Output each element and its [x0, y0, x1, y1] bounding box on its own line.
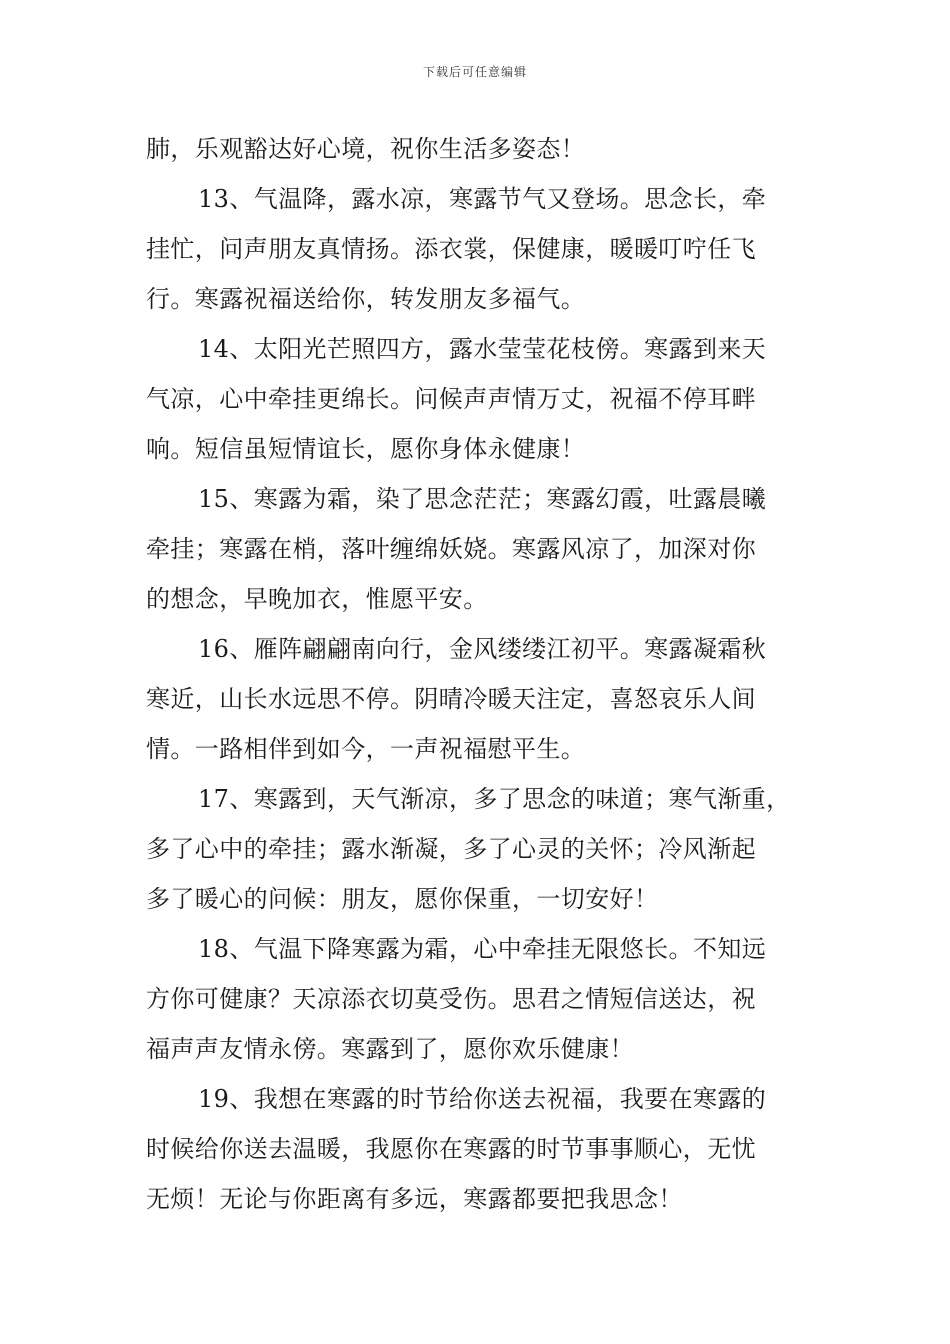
text-line: 13、气温降，露水凉，寒露节气又登场。思念长，牵 [198, 185, 767, 213]
text-line: 19、我想在寒露的时节给你送去祝福，我要在寒露的 [198, 1085, 767, 1113]
text-line: 寒近，山长水远思不停。阴晴冷暖天注定，喜怒哀乐人间 [146, 685, 756, 713]
text-line: 气凉，心中牵挂更绵长。问候声声情万丈，祝福不停耳畔 [146, 385, 756, 413]
text-line: 14、太阳光芒照四方，露水莹莹花枝傍。寒露到来天 [198, 335, 767, 363]
paragraph-13 [146, 174, 806, 324]
text-line: 牵挂；寒露在梢，落叶缠绵妖娆。寒露风凉了，加深对你 [146, 535, 756, 563]
text-line: 时候给你送去温暖，我愿你在寒露的时节事事顺心，无忧 [146, 1135, 756, 1163]
text-line: 的想念，早晚加衣，惟愿平安。 [146, 585, 488, 613]
text-line: 福声声友情永傍。寒露到了，愿你欢乐健康！ [146, 1035, 634, 1063]
text-line: 17、寒露到，天气渐凉，多了思念的味道；寒气渐重， [198, 785, 791, 813]
text-line: 情。一路相伴到如今，一声祝福慰平生。 [146, 735, 586, 763]
text-line: 方你可健康？天凉添衣切莫受伤。思君之情短信送达，祝 [146, 985, 756, 1013]
text-line: 行。寒露祝福送给你，转发朋友多福气。 [146, 285, 586, 313]
text-line: 15、寒露为霜，染了思念茫茫；寒露幻霞，吐露晨曦 [198, 485, 767, 513]
text-line: 16、雁阵翩翩南向行，金风缕缕江初平。寒露凝霜秋 [198, 635, 767, 663]
text-line: 多了心中的牵挂；露水渐凝，多了心灵的关怀；冷风渐起 [146, 835, 756, 863]
paragraph-15 [146, 474, 806, 624]
text-line: 无烦！无论与你距离有多远，寒露都要把我思念！ [146, 1185, 683, 1213]
text-line: 肺，乐观豁达好心境，祝你生活多姿态！ [146, 135, 586, 163]
text-line: 挂忙，问声朋友真情扬。添衣裳，保健康，暖暖叮咛任飞 [146, 235, 756, 263]
paragraph-17 [146, 774, 806, 924]
paragraph-18 [146, 924, 806, 1074]
text-line: 多了暖心的问候：朋友，愿你保重，一切安好！ [146, 885, 659, 913]
page-header: 下载后可任意编辑 [422, 65, 527, 79]
document-body [146, 124, 806, 1224]
paragraph-16 [146, 624, 806, 774]
paragraph-14 [146, 324, 806, 474]
text-line: 18、气温下降寒露为霜，心中牵挂无限悠长。不知远 [198, 935, 767, 963]
paragraph-19 [146, 1074, 806, 1224]
text-line: 响。短信虽短情谊长，愿你身体永健康！ [146, 435, 586, 463]
paragraph-continuation [146, 124, 806, 174]
